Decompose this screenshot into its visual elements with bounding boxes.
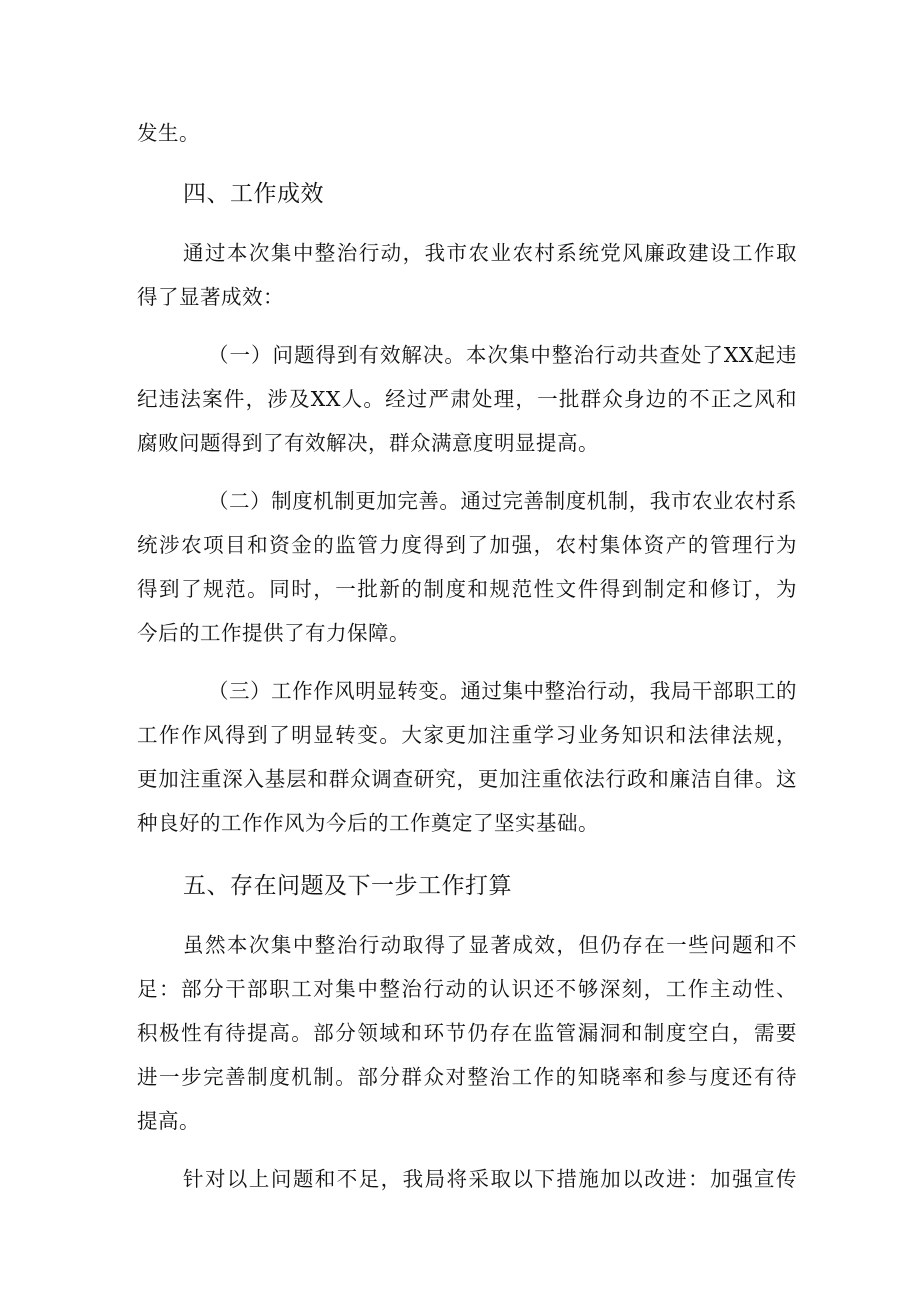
paragraph-line: 统涉农项目和资金的监管力度得到了加强，农村集体资产的管理行为 (137, 533, 797, 557)
paragraph-line: 虽然本次集中整治行动取得了显著成效，但仍存在一些问题和不 (183, 933, 797, 957)
paragraph-line: （二）制度机制更加完善。通过完善制度机制，我市农业农村系 (208, 489, 797, 513)
paragraph-line: （三）工作作风明显转变。通过集中整治行动，我局干部职工的 (208, 679, 797, 703)
paragraph-line: 通过本次集中整治行动，我市农业农村系统党风廉政建设工作取 (183, 241, 797, 265)
paragraph-line: 提高。 (137, 1109, 200, 1133)
paragraph-line: （一）问题得到有效解决。本次集中整治行动共查处了XX起违 (208, 343, 797, 367)
paragraph-line: 进一步完善制度机制。部分群众对整治工作的知晓率和参与度还有待 (137, 1065, 797, 1089)
paragraph-line: 更加注重深入基层和群众调查研究，更加注重依法行政和廉洁自律。这 (137, 767, 797, 791)
paragraph-line: 种良好的工作作风为今后的工作奠定了坚实基础。 (137, 811, 599, 835)
paragraph-line: 足：部分干部职工对集中整治行动的认识还不够深刻，工作主动性、 (137, 977, 797, 1001)
paragraph-line: 工作作风得到了明显转变。大家更加注重学习业务知识和法律法规， (137, 723, 797, 747)
paragraph-continuation: 发生。 (137, 121, 200, 145)
paragraph-line: 腐败问题得到了有效解决，群众满意度明显提高。 (137, 431, 599, 455)
paragraph-line: 今后的工作提供了有力保障。 (137, 621, 410, 645)
paragraph-line: 纪违法案件，涉及XX人。经过严肃处理，一批群众身边的不正之风和 (137, 387, 797, 411)
paragraph-line: 积极性有待提高。部分领域和环节仍存在监管漏洞和制度空白，需要 (137, 1021, 797, 1045)
paragraph-line: 得到了规范。同时，一批新的制度和规范性文件得到制定和修订，为 (137, 577, 797, 601)
paragraph-line: 针对以上问题和不足，我局将采取以下措施加以改进：加强宣传 (183, 1167, 797, 1191)
section-heading-4: 四、工作成效 (183, 181, 324, 207)
section-heading-5: 五、存在问题及下一步工作打算 (183, 873, 512, 899)
paragraph-line: 得了显著成效： (137, 285, 284, 309)
